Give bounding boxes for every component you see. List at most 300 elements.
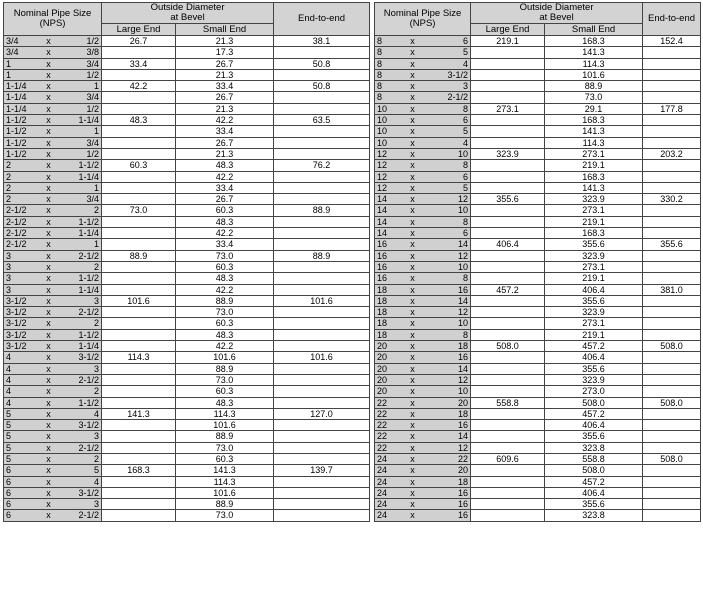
table-row bbox=[375, 171, 701, 182]
nps-small: 1-1/2 bbox=[58, 160, 102, 171]
nps-small: 1-1/4 bbox=[58, 341, 102, 352]
nps-small: 14 bbox=[423, 431, 471, 442]
table-row bbox=[375, 239, 701, 250]
end-to-end-value: 177.8 bbox=[643, 103, 701, 114]
nps-separator: x bbox=[40, 341, 58, 352]
nps-large: 2-1/2 bbox=[4, 228, 40, 239]
nps-separator: x bbox=[403, 239, 423, 250]
nps-separator: x bbox=[40, 115, 58, 126]
small-end-value: 88.9 bbox=[176, 363, 274, 374]
nps-large: 14 bbox=[375, 194, 403, 205]
nps-small: 2-1/2 bbox=[58, 307, 102, 318]
table-row bbox=[375, 307, 701, 318]
nps-small: 5 bbox=[423, 126, 471, 137]
nps-large: 4 bbox=[4, 374, 40, 385]
nps-small: 2 bbox=[58, 453, 102, 464]
table-row bbox=[4, 329, 370, 340]
end-to-end-value bbox=[643, 307, 701, 318]
end-to-end-value bbox=[274, 126, 370, 137]
nps-small: 22 bbox=[423, 453, 471, 464]
large-end-value bbox=[471, 374, 545, 385]
large-end-value: 114.3 bbox=[102, 352, 176, 363]
small-end-value: 406.4 bbox=[545, 487, 643, 498]
nps-small: 8 bbox=[423, 160, 471, 171]
nps-large: 4 bbox=[4, 397, 40, 408]
small-end-value: 26.7 bbox=[176, 58, 274, 69]
nps-large: 8 bbox=[375, 36, 403, 47]
small-end-value: 60.3 bbox=[176, 205, 274, 216]
nps-separator: x bbox=[403, 205, 423, 216]
large-end-value bbox=[471, 386, 545, 397]
nps-large: 1 bbox=[4, 58, 40, 69]
end-to-end-value bbox=[643, 318, 701, 329]
nps-large: 1-1/2 bbox=[4, 148, 40, 159]
large-end-value bbox=[102, 284, 176, 295]
nps-large: 2-1/2 bbox=[4, 239, 40, 250]
table-row bbox=[375, 58, 701, 69]
nps-large: 22 bbox=[375, 397, 403, 408]
table-row bbox=[375, 284, 701, 295]
large-end-value: 457.2 bbox=[471, 284, 545, 295]
large-end-value bbox=[102, 487, 176, 498]
small-end-value: 273.1 bbox=[545, 205, 643, 216]
table-row bbox=[4, 239, 370, 250]
small-end-value: 355.6 bbox=[545, 239, 643, 250]
nps-separator: x bbox=[40, 318, 58, 329]
table-row bbox=[4, 442, 370, 453]
nps-large: 2 bbox=[4, 160, 40, 171]
end-to-end-value bbox=[643, 510, 701, 521]
large-end-value: 101.6 bbox=[102, 295, 176, 306]
nps-large: 24 bbox=[375, 487, 403, 498]
small-end-value: 42.2 bbox=[176, 228, 274, 239]
od-header: Outside Diameter at Bevel bbox=[102, 3, 274, 24]
nps-small: 6 bbox=[423, 36, 471, 47]
end-to-end-header: End-to-end bbox=[274, 3, 370, 36]
nps-separator: x bbox=[403, 329, 423, 340]
nps-large: 1 bbox=[4, 69, 40, 80]
nps-small: 18 bbox=[423, 476, 471, 487]
nps-separator: x bbox=[40, 239, 58, 250]
large-end-value bbox=[471, 81, 545, 92]
nps-large: 8 bbox=[375, 47, 403, 58]
end-to-end-value: 101.6 bbox=[274, 295, 370, 306]
nps-large: 8 bbox=[375, 58, 403, 69]
nps-large: 5 bbox=[4, 442, 40, 453]
table-row bbox=[4, 374, 370, 385]
nps-separator: x bbox=[40, 137, 58, 148]
nps-separator: x bbox=[40, 273, 58, 284]
nps-large: 6 bbox=[4, 465, 40, 476]
small-end-value: 457.2 bbox=[545, 476, 643, 487]
nps-separator: x bbox=[40, 160, 58, 171]
nps-large: 16 bbox=[375, 239, 403, 250]
nps-large: 8 bbox=[375, 81, 403, 92]
end-to-end-value bbox=[274, 318, 370, 329]
large-end-value bbox=[471, 476, 545, 487]
table-row bbox=[375, 420, 701, 431]
small-end-value: 42.2 bbox=[176, 115, 274, 126]
nps-separator: x bbox=[40, 69, 58, 80]
large-end-value bbox=[471, 295, 545, 306]
nps-small: 5 bbox=[423, 182, 471, 193]
large-end-value bbox=[471, 205, 545, 216]
nps-large: 3/4 bbox=[4, 47, 40, 58]
large-end-value bbox=[471, 69, 545, 80]
table-row bbox=[4, 408, 370, 419]
nps-large: 1-1/4 bbox=[4, 81, 40, 92]
small-end-value: 60.3 bbox=[176, 261, 274, 272]
nps-large: 5 bbox=[4, 453, 40, 464]
nps-separator: x bbox=[403, 397, 423, 408]
end-to-end-value bbox=[274, 273, 370, 284]
table-row bbox=[4, 228, 370, 239]
table-row bbox=[4, 69, 370, 80]
small-end-value: 88.9 bbox=[176, 499, 274, 510]
table-row bbox=[4, 205, 370, 216]
nps-small: 2-1/2 bbox=[58, 250, 102, 261]
nps-large: 6 bbox=[4, 487, 40, 498]
end-to-end-value bbox=[274, 341, 370, 352]
nps-small: 3 bbox=[58, 363, 102, 374]
large-end-value bbox=[102, 69, 176, 80]
end-to-end-value: 508.0 bbox=[643, 341, 701, 352]
nps-separator: x bbox=[403, 69, 423, 80]
end-to-end-value bbox=[274, 487, 370, 498]
nps-separator: x bbox=[403, 216, 423, 227]
nps-small: 8 bbox=[423, 103, 471, 114]
table-row bbox=[4, 36, 370, 47]
end-to-end-value bbox=[274, 453, 370, 464]
end-to-end-value bbox=[643, 363, 701, 374]
nps-small: 12 bbox=[423, 374, 471, 385]
nps-separator: x bbox=[40, 431, 58, 442]
nps-large: 24 bbox=[375, 510, 403, 521]
nps-separator: x bbox=[403, 160, 423, 171]
nps-large: 3-1/2 bbox=[4, 307, 40, 318]
table-row bbox=[375, 442, 701, 453]
large-end-value bbox=[471, 499, 545, 510]
table-row bbox=[375, 92, 701, 103]
nps-header: Nominal Pipe Size (NPS) bbox=[375, 3, 471, 36]
large-end-value bbox=[102, 431, 176, 442]
nps-large: 18 bbox=[375, 295, 403, 306]
nps-large: 24 bbox=[375, 465, 403, 476]
small-end-value: 219.1 bbox=[545, 329, 643, 340]
end-to-end-value bbox=[643, 465, 701, 476]
nps-separator: x bbox=[403, 137, 423, 148]
nps-large: 3/4 bbox=[4, 36, 40, 47]
nps-separator: x bbox=[40, 499, 58, 510]
nps-separator: x bbox=[403, 431, 423, 442]
nps-small: 12 bbox=[423, 194, 471, 205]
table-row bbox=[4, 352, 370, 363]
end-to-end-value bbox=[643, 92, 701, 103]
reducer-dimensions-table-right bbox=[374, 2, 701, 522]
nps-small: 2 bbox=[58, 261, 102, 272]
nps-separator: x bbox=[40, 92, 58, 103]
table-row bbox=[375, 250, 701, 261]
table-row bbox=[4, 261, 370, 272]
nps-separator: x bbox=[40, 363, 58, 374]
table-row bbox=[375, 363, 701, 374]
small-end-value: 60.3 bbox=[176, 386, 274, 397]
large-end-value bbox=[102, 126, 176, 137]
small-end-value: 88.9 bbox=[176, 295, 274, 306]
small-end-value: 48.3 bbox=[176, 160, 274, 171]
nps-separator: x bbox=[40, 510, 58, 521]
small-end-value: 114.3 bbox=[545, 58, 643, 69]
nps-separator: x bbox=[403, 318, 423, 329]
end-to-end-value bbox=[274, 148, 370, 159]
nps-separator: x bbox=[40, 352, 58, 363]
end-to-end-value: 50.8 bbox=[274, 81, 370, 92]
end-to-end-value: 101.6 bbox=[274, 352, 370, 363]
end-to-end-value bbox=[643, 171, 701, 182]
table-row bbox=[375, 273, 701, 284]
nps-separator: x bbox=[403, 36, 423, 47]
table-row bbox=[4, 397, 370, 408]
nps-separator: x bbox=[403, 115, 423, 126]
table-row bbox=[375, 69, 701, 80]
large-end-value bbox=[471, 307, 545, 318]
small-end-value: 73.0 bbox=[176, 374, 274, 385]
nps-large: 18 bbox=[375, 307, 403, 318]
large-end-value bbox=[102, 442, 176, 453]
small-end-value: 406.4 bbox=[545, 284, 643, 295]
end-to-end-value: 330.2 bbox=[643, 194, 701, 205]
end-to-end-value bbox=[274, 182, 370, 193]
nps-separator: x bbox=[40, 36, 58, 47]
large-end-value bbox=[102, 341, 176, 352]
nps-separator: x bbox=[403, 194, 423, 205]
large-end-value bbox=[102, 329, 176, 340]
small-end-value: 73.0 bbox=[176, 307, 274, 318]
nps-small: 5 bbox=[423, 47, 471, 58]
large-end-value: 48.3 bbox=[102, 115, 176, 126]
end-to-end-value: 127.0 bbox=[274, 408, 370, 419]
small-end-value: 406.4 bbox=[545, 420, 643, 431]
end-to-end-value bbox=[274, 510, 370, 521]
large-end-value bbox=[471, 58, 545, 69]
nps-small: 2 bbox=[58, 386, 102, 397]
nps-large: 1-1/4 bbox=[4, 103, 40, 114]
table-row bbox=[4, 216, 370, 227]
small-end-value: 33.4 bbox=[176, 81, 274, 92]
large-end-value bbox=[471, 329, 545, 340]
nps-large: 5 bbox=[4, 420, 40, 431]
end-to-end-value bbox=[274, 374, 370, 385]
nps-small: 4 bbox=[58, 476, 102, 487]
nps-large: 10 bbox=[375, 115, 403, 126]
nps-separator: x bbox=[40, 295, 58, 306]
end-to-end-value bbox=[643, 487, 701, 498]
nps-large: 16 bbox=[375, 261, 403, 272]
nps-large: 4 bbox=[4, 352, 40, 363]
large-end-value bbox=[471, 216, 545, 227]
large-end-value bbox=[102, 273, 176, 284]
left-table-panel bbox=[3, 2, 369, 522]
table-row bbox=[375, 510, 701, 521]
nps-small: 1-1/2 bbox=[58, 397, 102, 408]
end-to-end-value bbox=[643, 250, 701, 261]
small-end-value: 17.3 bbox=[176, 47, 274, 58]
nps-small: 3-1/2 bbox=[58, 420, 102, 431]
table-row bbox=[375, 487, 701, 498]
end-to-end-value bbox=[274, 216, 370, 227]
end-to-end-value bbox=[274, 69, 370, 80]
nps-separator: x bbox=[40, 487, 58, 498]
table-row bbox=[4, 194, 370, 205]
nps-separator: x bbox=[403, 341, 423, 352]
small-end-value: 60.3 bbox=[176, 453, 274, 464]
large-end-value bbox=[102, 137, 176, 148]
small-end-value: 21.3 bbox=[176, 36, 274, 47]
nps-small: 8 bbox=[423, 273, 471, 284]
nps-separator: x bbox=[40, 182, 58, 193]
large-end-value bbox=[102, 453, 176, 464]
table-row bbox=[4, 341, 370, 352]
table-row bbox=[375, 295, 701, 306]
nps-separator: x bbox=[403, 47, 423, 58]
table-row bbox=[375, 374, 701, 385]
nps-large: 12 bbox=[375, 148, 403, 159]
nps-small: 10 bbox=[423, 386, 471, 397]
small-end-value: 26.7 bbox=[176, 137, 274, 148]
small-end-value: 558.8 bbox=[545, 453, 643, 464]
nps-small: 4 bbox=[58, 408, 102, 419]
table-row bbox=[4, 115, 370, 126]
small-end-value: 219.1 bbox=[545, 273, 643, 284]
small-end-value: 273.1 bbox=[545, 318, 643, 329]
table-row bbox=[4, 431, 370, 442]
nps-separator: x bbox=[403, 182, 423, 193]
nps-large: 3 bbox=[4, 273, 40, 284]
nps-large: 3 bbox=[4, 261, 40, 272]
large-end-value bbox=[471, 47, 545, 58]
nps-small: 1/2 bbox=[58, 36, 102, 47]
table-row bbox=[375, 205, 701, 216]
small-end-value: 168.3 bbox=[545, 228, 643, 239]
large-end-value bbox=[471, 273, 545, 284]
large-end-value: 558.8 bbox=[471, 397, 545, 408]
table-row bbox=[375, 499, 701, 510]
large-end-value bbox=[471, 352, 545, 363]
nps-large: 8 bbox=[375, 69, 403, 80]
nps-separator: x bbox=[40, 126, 58, 137]
end-to-end-value bbox=[274, 431, 370, 442]
nps-small: 3 bbox=[58, 295, 102, 306]
nps-large: 3-1/2 bbox=[4, 295, 40, 306]
table-row bbox=[4, 476, 370, 487]
large-end-value: 219.1 bbox=[471, 36, 545, 47]
large-end-value bbox=[102, 510, 176, 521]
end-to-end-value: 355.6 bbox=[643, 239, 701, 250]
small-end-value: 323.8 bbox=[545, 510, 643, 521]
end-to-end-value bbox=[274, 103, 370, 114]
reducer-dimensions-table-left bbox=[3, 2, 370, 522]
large-end-value bbox=[102, 194, 176, 205]
nps-small: 8 bbox=[423, 329, 471, 340]
nps-small: 1/2 bbox=[58, 103, 102, 114]
large-end-value: 273.1 bbox=[471, 103, 545, 114]
large-end-value bbox=[102, 171, 176, 182]
nps-separator: x bbox=[403, 374, 423, 385]
nps-large: 1-1/4 bbox=[4, 92, 40, 103]
nps-small: 1-1/2 bbox=[58, 329, 102, 340]
end-to-end-value bbox=[643, 374, 701, 385]
nps-small: 2-1/2 bbox=[58, 374, 102, 385]
nps-separator: x bbox=[403, 499, 423, 510]
table-row bbox=[4, 510, 370, 521]
table-row bbox=[375, 397, 701, 408]
small-end-value: 323.9 bbox=[545, 194, 643, 205]
table-row bbox=[4, 499, 370, 510]
nps-small: 1-1/2 bbox=[58, 273, 102, 284]
nps-separator: x bbox=[403, 261, 423, 272]
nps-separator: x bbox=[403, 465, 423, 476]
nps-large: 20 bbox=[375, 374, 403, 385]
table-row bbox=[4, 273, 370, 284]
nps-large: 6 bbox=[4, 499, 40, 510]
large-end-value bbox=[471, 408, 545, 419]
nps-small: 1-1/4 bbox=[58, 284, 102, 295]
nps-separator: x bbox=[403, 58, 423, 69]
end-to-end-value: 38.1 bbox=[274, 36, 370, 47]
nps-large: 22 bbox=[375, 442, 403, 453]
nps-small: 5 bbox=[58, 465, 102, 476]
nps-large: 18 bbox=[375, 318, 403, 329]
nps-large: 24 bbox=[375, 453, 403, 464]
nps-separator: x bbox=[403, 295, 423, 306]
end-to-end-value bbox=[274, 476, 370, 487]
nps-small: 2-1/2 bbox=[423, 92, 471, 103]
table-row bbox=[4, 386, 370, 397]
nps-large: 14 bbox=[375, 205, 403, 216]
nps-small: 4 bbox=[423, 137, 471, 148]
large-end-value bbox=[471, 126, 545, 137]
nps-small: 1-1/4 bbox=[58, 171, 102, 182]
small-end-value: 101.6 bbox=[176, 420, 274, 431]
nps-small: 3 bbox=[58, 431, 102, 442]
large-end-value bbox=[471, 228, 545, 239]
end-to-end-value bbox=[274, 171, 370, 182]
nps-separator: x bbox=[40, 216, 58, 227]
end-to-end-value bbox=[643, 216, 701, 227]
small-end-value: 42.2 bbox=[176, 284, 274, 295]
table-row bbox=[4, 58, 370, 69]
large-end-value: 168.3 bbox=[102, 465, 176, 476]
nps-large: 20 bbox=[375, 352, 403, 363]
small-end-value: 355.6 bbox=[545, 431, 643, 442]
nps-large: 12 bbox=[375, 182, 403, 193]
table-row bbox=[375, 453, 701, 464]
nps-small: 3/4 bbox=[58, 194, 102, 205]
end-to-end-value bbox=[643, 58, 701, 69]
table-row bbox=[4, 103, 370, 114]
nps-large: 20 bbox=[375, 363, 403, 374]
nps-separator: x bbox=[403, 408, 423, 419]
large-end-value bbox=[471, 261, 545, 272]
large-end-value bbox=[102, 374, 176, 385]
table-row bbox=[4, 92, 370, 103]
nps-large: 22 bbox=[375, 431, 403, 442]
table-row bbox=[375, 216, 701, 227]
nps-small: 6 bbox=[423, 115, 471, 126]
end-to-end-value bbox=[643, 408, 701, 419]
small-end-value: 21.3 bbox=[176, 69, 274, 80]
end-to-end-value: 508.0 bbox=[643, 453, 701, 464]
